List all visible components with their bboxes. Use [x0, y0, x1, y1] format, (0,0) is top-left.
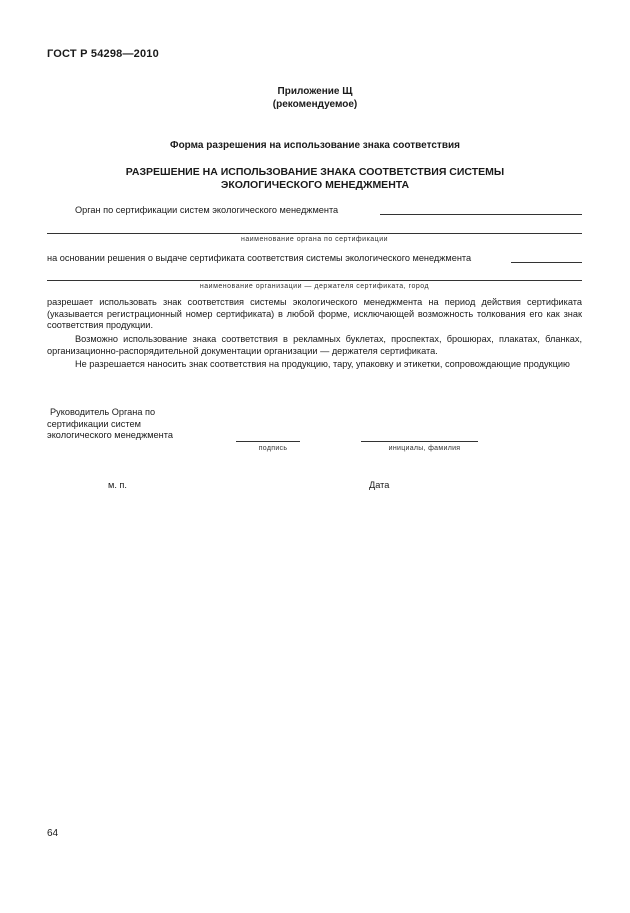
organ-caption: наименование органа по сертификации	[240, 236, 389, 243]
date-label: Дата	[369, 480, 390, 490]
signature-title	[47, 407, 173, 442]
body-paragraph-3: Не разрешается наносить знак соответствия на продукцию, тару, упаковку и этикетки, сопровождающие продукцию	[75, 359, 570, 369]
appendix-title: Приложение Щ	[277, 86, 353, 97]
basis-label: на основании решения о выдаче сертификата соответствия системы экологического менеджмента	[47, 253, 472, 263]
form-title: Форма разрешения на использование знака соответствия	[170, 140, 460, 151]
stamp-label: м. п.	[108, 480, 127, 490]
page-number: 64	[47, 828, 59, 839]
organ-name-line[interactable]	[47, 233, 582, 234]
standard-number: ГОСТ Р 54298—2010	[47, 48, 159, 60]
signature-caption: подпись	[258, 445, 288, 452]
heading-line-2: ЭКОЛОГИЧЕСКОГО МЕНЕДЖМЕНТА	[220, 179, 410, 191]
holder-caption: наименование организации — держателя сертификата, город	[199, 283, 430, 290]
appendix-subtitle: (рекомендуемое)	[272, 99, 358, 110]
organ-input-line[interactable]	[380, 214, 582, 215]
signature-title-line-1: Руководитель Органа по	[50, 407, 156, 417]
document-heading	[90, 166, 540, 192]
signature-title-line-3: экологического менеджмента	[47, 430, 173, 440]
name-line[interactable]	[361, 441, 478, 442]
signature-title-line-2: сертификации систем	[47, 418, 141, 429]
holder-name-line[interactable]	[47, 280, 582, 281]
signature-line[interactable]	[236, 441, 300, 442]
body-paragraph-1: разрешает использовать знак соответствия системы экологического менеджмента на период действия сертификата (указывается регистрационный номер сертификата) в любой форме, исключающей возможность толкования его как знак соответствия продукции.	[47, 297, 582, 330]
heading-line-1: РАЗРЕШЕНИЕ НА ИСПОЛЬЗОВАНИЕ ЗНАКА СООТВЕТСТВИЯ СИСТЕМЫ	[125, 166, 505, 178]
basis-input-line[interactable]	[511, 262, 582, 263]
body-paragraph-2: Возможно использование знака соответствия в рекламных буклетах, проспектах, брошюрах, плакатах, бланках, организационно-распорядительной документации организации — держателя сертификата.	[47, 334, 582, 356]
organ-label: Орган по сертификации систем экологического менеджмента	[75, 205, 339, 215]
name-caption: инициалы, фамилия	[388, 445, 461, 452]
